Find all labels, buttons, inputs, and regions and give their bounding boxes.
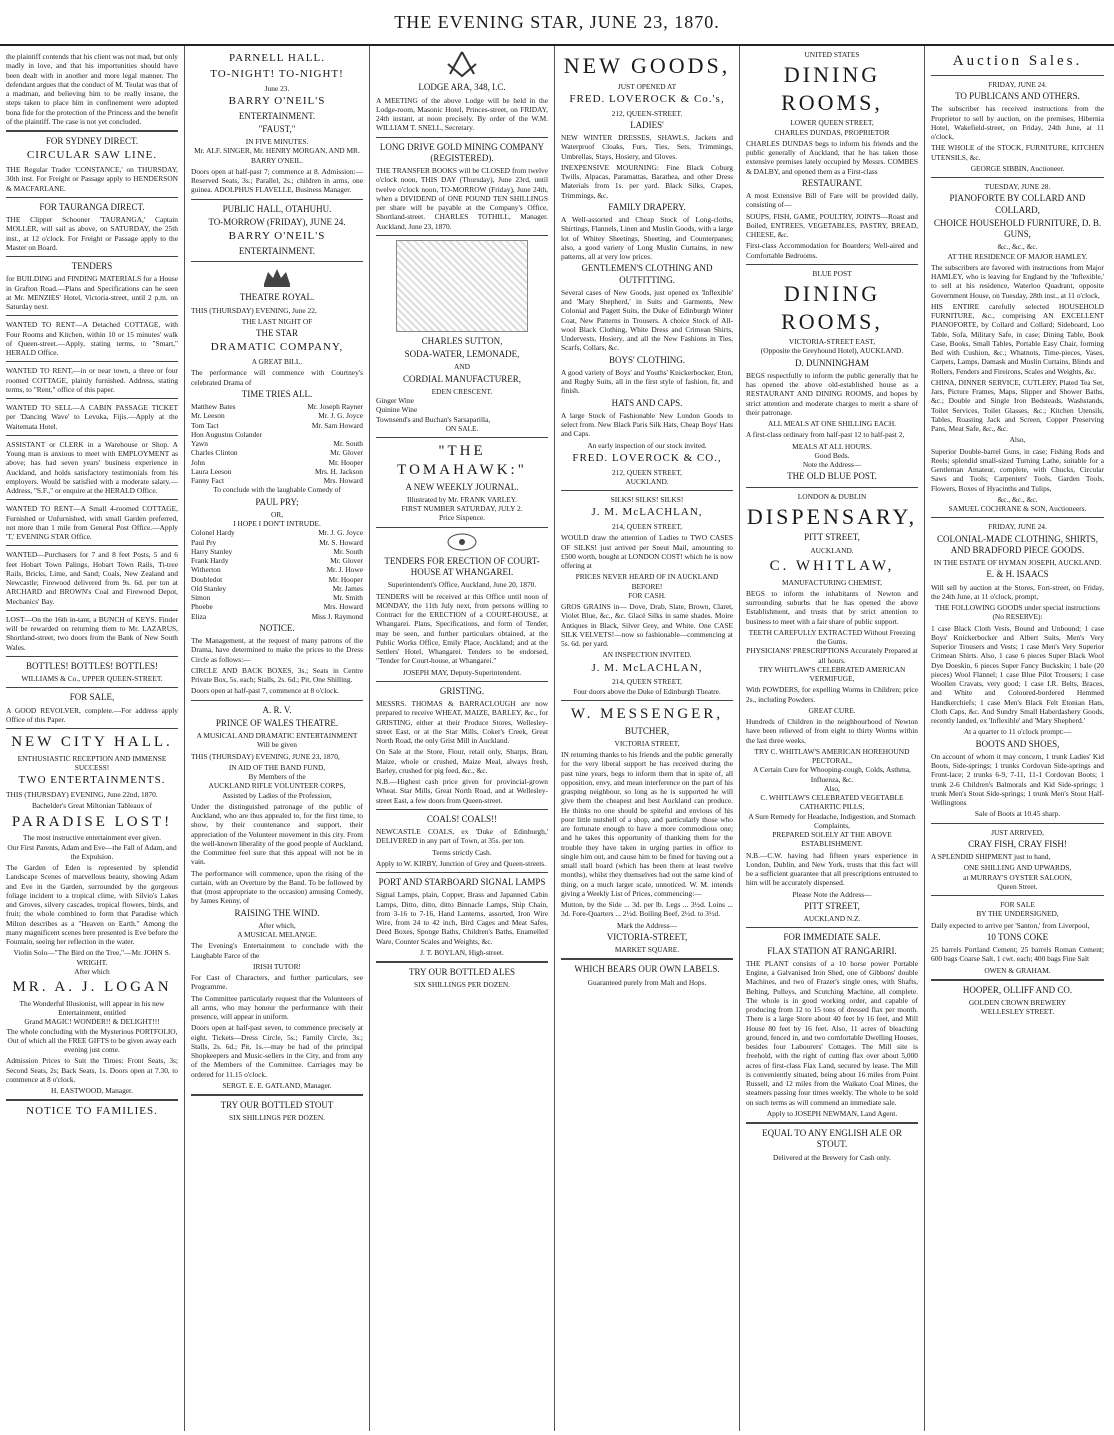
ad-text: THIS (THURSDAY) EVENING, JUNE 23, 1870,: [191, 751, 340, 761]
ad-text: H. EASTWOOD, Manager.: [51, 1086, 133, 1095]
cast-row: Hon Augustus Colander: [191, 429, 263, 439]
ad-heading: FOR SYDNEY DIRECT.: [45, 136, 139, 146]
footer-ad: SIX SHILLINGS PER DOZEN.: [413, 980, 511, 990]
ad-text: VICTORIA STREET,: [614, 738, 680, 748]
cast-list: [191, 402, 363, 485]
ad-text: AUCKLAND N.Z.: [803, 914, 861, 923]
ad-text: FIRST NUMBER SATURDAY, JULY 2.: [401, 504, 523, 513]
ad-text: A good variety of Boys' and Youths' Knickerbocker, Eton, and Rugby Suits, all in the first style of fashion, fit, and finish.: [561, 367, 733, 396]
ad-text: MARKET SQUARE.: [614, 945, 680, 954]
ad-text: Queen Street.: [997, 881, 1038, 891]
ad-text: The Committee particularly request that the Volunteers of all arms, who may honour the performance with their presence, will appear in uniform.: [191, 993, 363, 1021]
cast-row: Phoebe Mrs. Howard: [191, 602, 363, 612]
ad-text: At a quarter to 11 o'clock prompt:—: [963, 727, 1072, 737]
ad-text: at MURRAY'S OYSTER SALOON,: [963, 872, 1072, 882]
ad-heading: TO PUBLICANS AND OTHERS.: [955, 91, 1080, 101]
ad-heading: GENTLEMEN'S CLOTHING AND OUTFITTING.: [581, 263, 713, 285]
ad-text: THE TRANSFER BOOKS will be CLOSED from twelve o'clock noon, THIS DAY (Thursday), June 23rd, until twelve o'clock noon, TO-MORROW (Friday), June 24th, when a DIVIDEND of ONE POUND TEN SHILLINGS per share will be payable at the Company's Office, Shortland-street. CHARLES TOTHILL, Manager. Auckland, June 23, 1870.: [376, 166, 548, 231]
ad-text: ASSISTANT or CLERK in a Warehouse or Shop. A Young man is anxious to meet with EMPLOYMENT as above; has had seven years' business experience in Auckland, and holds satisfactory testimonials from his employers. Would be satisfied with a moderate salary.—Address, "S.F.," or enquire at the HERALD Office.: [6, 439, 178, 495]
cast-row: Frank Hardy Mr. Glover: [191, 556, 363, 565]
ad-heading: CORDIAL MANUFACTURER,: [402, 373, 521, 384]
ad-text: AUCKLAND RIFLE VOLUNTEER CORPS,: [208, 781, 346, 791]
ad-text: UNITED STATES: [804, 50, 860, 59]
ad-text: Mark the Address—: [617, 920, 677, 930]
ad-heading: J. M. McLACHLAN,: [591, 506, 703, 519]
ad-text: J. T. BOYLAN, High-street.: [420, 947, 504, 957]
cast-row: Mr. Leeson Mr. J. G. Joyce: [191, 411, 363, 421]
ad-text: Illustrated by Mr. FRANK VARLEY.: [406, 494, 518, 504]
ad-text: THIS (THURSDAY) EVENING, June 22nd, 1870.: [6, 790, 158, 799]
cast-row: Simon Mr. Smith: [191, 593, 363, 602]
royal-crest-icon: [191, 266, 363, 290]
ad-text: For Cast of Characters, and further particulars, see Programme.: [191, 973, 363, 992]
ad-heading: DRAMATIC COMPANY,: [210, 341, 344, 354]
ad-heading: FOR TAURANGA DIRECT.: [39, 201, 145, 212]
ad-text: Superior Double-barrel Guns, in case; Fishing Rods and Reels; splendid small-sized Turning Lathe, suitable for a Gentleman Amateur, complete, with Chucks, Circular Saws and Tools; Carpenters' Tools, Garden Tools, Flowers, Boxes of Hyacinths and Tulips,: [931, 446, 1104, 493]
ad-heading: PIANOFORTE BY COLLARD AND COLLARD,: [949, 193, 1086, 215]
ad-text: MEALS AT ALL HOURS.: [792, 441, 872, 451]
ad-text: Admission Prices to Suit the Times: Front Seats, 3s; Second Seats, 2s; Back Seats, 1s. Doors open at 7.30, to commence at 8 o'clock.: [6, 1056, 178, 1084]
ad-text: FRIDAY, JUNE 24.: [988, 79, 1047, 89]
ad-heading: BOYS' CLOTHING.: [608, 354, 686, 365]
ad-text: ONE SHILLING AND UPWARDS,: [963, 863, 1072, 873]
ad-text: Sale of Boots at 10.45 sharp.: [974, 809, 1061, 819]
ad-heading: LADIES': [630, 119, 664, 130]
crown-crest-icon: [376, 532, 548, 554]
cast-row: Fanny Fact Mrs. Howard: [191, 476, 363, 485]
ad-text: The Management, at the request of many patrons of the Drama, have determined to make the prices to the Dress Circle as follows:—: [191, 636, 363, 664]
ad-heading: HATS AND CAPS.: [611, 397, 683, 408]
ad-heading: TO-MORROW (FRIDAY), JUNE 24.: [208, 216, 346, 227]
ad-heading: ENTERTAINMENT.: [238, 245, 316, 256]
ad-text: WANTED TO RENT—A Small 4-roomed COTTAGE, Furnished or Unfurnished, with small Garden preferred, not more than 1 mile from General Post Office.—Apply 'T,' EVENING STAR Office.: [6, 504, 178, 541]
ad-text: TEETH CAREFULLY EXTRACTED Without Freezing the Gums.: [748, 627, 916, 646]
ad-heading: CHARLES SUTTON,: [421, 335, 503, 346]
ad-text: Violin Solo—"The Bird on the Tree,"—Mr. JOHN S. WRIGHT.: [13, 948, 171, 967]
ad-text: A MUSICAL AND DRAMATIC ENTERTAINMENT: [196, 731, 358, 740]
ad-heading: GRISTING.: [439, 685, 485, 696]
ad-text: WANTED TO SELL—A CABIN PASSAGE TICKET per 'Dancing Wave' to Levuka, Fijis.—Apply at the Waitemata Hotel.: [6, 403, 178, 431]
ad-text: Good Beds.: [814, 450, 850, 460]
ad-text: Also,: [1009, 435, 1026, 445]
ad-text: AN INSPECTION INVITED.: [602, 650, 692, 660]
ad-text: JUST OPENED AT: [617, 81, 677, 91]
column-6: [925, 46, 1110, 1431]
product-item: Townsend's and Buchan's Sarsaparilla,: [376, 414, 491, 424]
ad-text: First-class Accommodation for Boarders; Well-aired and Comfortable Bedrooms.: [746, 241, 918, 260]
ad-text: SOUPS, FISH, GAME, POULTRY, JOINTS—Roast and Boiled, ENTREES, VEGETABLES, PASTRY, BREAD, CHEESE, &c.: [746, 211, 918, 239]
ad-text: The subscriber has received instructions from the Proprietor to sell by auction, on the premises, Hibernia Hotel, Wakefield-street, on Friday, 24th June, at 11 o'clock,: [931, 104, 1104, 141]
ad-text: A GREAT BILL.: [251, 357, 303, 366]
ad-text: The whole concluding with the Mysterious PORTFOLIO, Out of which all the FREE GIFTS to be given away each evening just come.: [6, 1026, 178, 1054]
ad-text: A MEETING of the above Lodge will be held in the Lodge-room, Masonic Hotel, Princes-street, on FRIDAY, 24th instant, at noon precisely. By order of the W.M. WILLIAM T. SNELL, Secretary.: [376, 95, 548, 133]
ad-text: An early inspection of our stock invited.: [587, 440, 707, 450]
ad-text: THIS (THURSDAY) EVENING, June 22,: [191, 305, 317, 315]
ad-text: JUST ARRIVED,: [991, 827, 1044, 837]
cast-row: John Mr. Hooper: [191, 457, 363, 467]
ad-text: PREPARED SOLELY AT THE ABOVE ESTABLISHMENT.: [772, 830, 892, 849]
ad-text: PHYSICIANS' PRESCRIPTIONS Accurately Prepared at all hours.: [746, 646, 918, 665]
ad-text: ON SALE.: [445, 423, 479, 433]
cast-list: [191, 528, 363, 621]
ad-text: Bachelder's Great Miltonian Tableaux of: [31, 801, 153, 811]
ad-text: Superintendent's Office, Auckland, June 20, 1870.: [387, 580, 537, 590]
ad-heading: PUBLIC HALL, OTAHUHU.: [222, 203, 332, 214]
ad-text: &c., &c., &c.: [997, 494, 1038, 504]
ad-heading: A. R. V.: [262, 704, 292, 715]
ad-heading: C. WHITLAW,: [769, 557, 895, 574]
ad-text: LONDON & DUBLIN: [797, 491, 867, 501]
ad-text: On Sale at the Store, Flour, retail only, Sharps, Bran, Maize, whole or crushed, Maize Meal, always fresh, Barley, crushed for pig feed, &c., &c.: [376, 747, 548, 775]
ad-heading: TENDERS FOR ERECTION OF COURT-HOUSE AT WHANGAREI.: [384, 555, 540, 577]
ad-heading: FOR IMMEDIATE SALE.: [783, 932, 881, 943]
ad-text: WANTED TO RENT,—in or near town, a three or four roomed COTTAGE, plainly furnished. Address, stating terms, to "Rent," office of this paper.: [6, 366, 178, 394]
ad-text: Please Note the Address—: [792, 889, 872, 899]
ad-text: With POWDERS, for expelling Worms in Children; price 2s., including Powders.: [746, 685, 918, 704]
ad-text: 25 barrels Portland Cement; 25 barrels Roman Cement; 600 bags Coarse Salt, 1 cwt. each; 400 bags Fine Salt: [931, 945, 1104, 964]
ad-text: FRIDAY, JUNE 24.: [988, 522, 1047, 532]
ad-text: THE Regular Trader 'CONSTANCE,' on THURSDAY, 30th inst. For Freight or Passage apply to HENDERSON & MACFARLANE.: [6, 165, 178, 193]
ad-text: AND: [453, 362, 470, 372]
ad-text: The subscribers are favored with instructions from Major HAMLEY, who is leaving for England by the 'Inflexible,' to sell at his residence, Waterloo Quadrant, opposite Government House, on Tuesday, 28th inst., at 11 o'clock,: [931, 262, 1104, 300]
ad-text: Several cases of New Goods, just opened ex 'Inflexible' and 'Mary Shepherd,' in Suits and Garments, New Colonial and Pagett Suits, the Duke of Edinburgh Winter Coat, New Patterns in Trousers. A choice Stock of All-wool Black Clothing, White Dress and Crimean Shirts, Undervests, Hosiery, and all the New Fashions in Ties, Scarfs, Collars, &c.: [561, 287, 733, 353]
ad-text: IN AID OF THE BAND FUND,: [228, 762, 326, 772]
ad-text: SILKS! SILKS! SILKS!: [610, 495, 684, 504]
footer-ad: TRY OUR BOTTLED ALES: [409, 967, 515, 977]
ad-text: 214, QUEEN STREET,: [611, 522, 683, 531]
ad-heading: COALS! COALS!!: [426, 813, 498, 824]
ad-text: INEXPENSIVE MOURNING: Fine Black Coburg Twills, Alpacas, Paramattas, Barathea, and other Dress Materials from 1s. per yard. Black Silks, Crapes, Trimmings, &c.: [561, 162, 733, 200]
ad-heading: FAMILY DRAPERY.: [608, 201, 686, 212]
footer-ad: GOLDEN CROWN BREWERY: [968, 998, 1067, 1007]
ad-text: CIRCLE AND BACK BOXES, 3s.; Seats in Centre Private Box, 5s. each; Stalls, 2s. 6d.; Pit, One Shilling.: [191, 665, 363, 684]
footer-ad: NOTICE TO FAMILIES.: [26, 1105, 158, 1118]
ad-text: Under the distinguished patronage of the public of Auckland, who are thus appealed to, for the first time, to show, by their countenance and support, their appreciation of the Volunteer movement in this city. From the well-known liberality of the good people of Auckland, the Committee feel sure that this appeal will not be in vain.: [191, 801, 363, 867]
ad-heading: PITT STREET,: [804, 900, 860, 911]
cast-row: Laura Leeson Mrs. H. Jackson: [191, 466, 363, 476]
article-text: the plaintiff contends that his client was not mad, but only madly in love, and that his importunities should have been dealt with in another and more legal manner. The defendant argues that the conduct of M. Teulat was that of a madman, and believing him to be really insane, the steps taken to place him in confinement were adopted bona fide for the protection of the Princess and the benefit of the plaintiff. The case is not yet concluded.: [6, 52, 178, 126]
ad-heading: FOR SALE,: [69, 692, 115, 703]
ad-text: Signal Lamps, plain, Copper, Brass and Japanned Cabin Lamps, Ditto, ditto, ditto Binnacle Lamps, Ship Chain, from 3-16 to 7-16, Hand Lanterns, assorted, Iron Wire Wire, from 24 to 42 inch, Bird Cages and Meat Safes, Deed Boxes, Sponge Baths, Children's Baths, Enamelled Ware, Counter Scales and Weights, &c.: [376, 890, 548, 946]
ad-heading: TO-NIGHT! TO-NIGHT!: [210, 67, 344, 80]
column-4: [555, 46, 740, 1431]
ad-heading: DINING ROOMS,: [781, 281, 883, 334]
ad-text: Doors open at half-past seven, to commence precisely at eight. Tickets—Dress Circle, 5s.; Family Circle, 3s.; Stalls, 2s. 6d.; Pit, 1s.—may be had of the principal Shopkeepers and Music-sellers in the City, and from any of the Members of the Committee. Carriages may be ordered for 11.15 o'clock.: [191, 1023, 363, 1079]
footer-ad: SIX SHILLINGS PER DOZEN.: [228, 1113, 326, 1123]
column-2: [185, 46, 370, 1431]
ad-heading: CIRCULAR SAW LINE.: [26, 149, 158, 162]
ad-text: Also,: [824, 783, 840, 793]
ad-text: MANUFACTURING CHEMIST,: [782, 577, 882, 587]
column-3: [370, 46, 555, 1431]
ad-text: EDEN CRESCENT.: [431, 386, 493, 396]
ad-text: IRISH TUTOR!: [253, 961, 301, 971]
ad-text: Will sell by auction at the Stores, Fort-street, on Friday, the 24th June, at 11 o'clock, prompt,: [931, 582, 1104, 601]
ad-text: VICTORIA-STREET EAST,: [788, 337, 876, 346]
ad-text: 1 case Black Cloth Vests, Bound and Unbound; 1 case Boys' Knickerbocker and Albert Suits, Men's Very Superior Trousers and Vests; 1 case Men's Very Superior Crimean Shirts. Also, 1 case 6 pieces Super Black Wool Dye Doeskin, 6 pieces Super Fancy Buckskin; 1 bale (20 pieces) Wool Flannel; 1 case Blue Pilot Trousers; 1 case Woollen Cravats, very good; 1 case I.R. Belts, Braces, and White and Coloured-bordered Hemmed Handkerchiefs; 1 case Men's Black Felt Etonian Hats, Cloth Caps, &c. And Sundry Small Haberdashery Goods, recently landed, ex 'Inflexible' and 'Mary Shepherd.': [931, 623, 1104, 725]
ad-heading: PARADISE LOST!: [11, 813, 173, 830]
ad-text: Four doors above the Duke of Edinburgh Theatre.: [573, 686, 721, 696]
ad-text: Apply to W. KIRBY, Junction of Grey and Queen-streets.: [376, 858, 547, 868]
ad-text: PRICES NEVER HEARD OF IN AUCKLAND BEFORE!: [575, 572, 719, 591]
footer-ad: TRY OUR BOTTLED STOUT: [220, 1100, 334, 1110]
column-5: [740, 46, 925, 1431]
ad-text: HIS ENTIRE carefully selected HOUSEHOLD FURNITURE, &c., comprising AN EXCELLENT PIANOFORTE, by Collard and Collard; Sideboard, Loo Table, Sofa, Military Safe, in case; Dining Table, Book Case, Books, Small Tables, Portable Easy Chair, forming Bed with Cushion, &c.; Whatnots, Time-pieces, Vases, Carpets, Lamps, Damask and Muslin Curtains, Blinds and Rollers, Fenders and Fireirons, Scales and Weights, &c.: [931, 301, 1104, 376]
ad-heading: NOTICE.: [259, 622, 295, 633]
ad-text: The Evening's Entertainment to conclude with the Laughable Farce of the: [191, 941, 363, 960]
ad-text: MESSRS. THOMAS & BARRACLOUGH are now prepared to receive WHEAT, MAIZE, BARLEY, &c., for GRISTING, either at their Produce Stores, Wellesley-street East, or at the Star Mills, Coker's Creek, Great North Road, the only Grist Mill in Auckland.: [376, 699, 548, 745]
ad-text: TRY C. WHITLAW'S AMERICAN HOREHOUND PECTORAL,: [754, 746, 910, 765]
cast-row: Eliza Miss J. Raymond: [191, 611, 363, 621]
cast-row: Witherton Mr. J. Howe: [191, 565, 363, 575]
ad-text: N.B.—C.W. having had fifteen years experience in London, Dublin, and New York, trusts that this fact will be a sufficient guarantee that all prescriptions entrusted to him will be accurately dispensed.: [746, 850, 918, 888]
ad-text: THE FOLLOWING GOODS under special instructions (No RESERVE):: [935, 603, 1100, 622]
ad-text: SERGT. E. E. GATLAND, Manager.: [222, 1080, 332, 1090]
ad-text: IN FIVE MINUTES.: [245, 137, 309, 146]
ad-text: Apply to JOSEPH NEWMAN, Land Agent.: [766, 1108, 898, 1118]
ad-text: Doors open at half-past 7, commence at 8 o'clock.: [191, 686, 339, 696]
ad-heading: 10 TONS COKE: [986, 931, 1049, 942]
ad-text: AT THE RESIDENCE OF MAJOR HAMLEY.: [947, 251, 1088, 261]
ad-text: Price Sixpence.: [439, 513, 485, 523]
ad-heading: BARRY O'NEIL'S: [228, 230, 326, 242]
ad-text: 214, QUEEN STREET,: [611, 677, 683, 687]
cast-row: Old Stanley Mr. James: [191, 583, 363, 593]
masthead-title: THE EVENING STAR, JUNE 23, 1870.: [394, 11, 720, 32]
ad-text: 212, QUEEN STREET,: [611, 467, 683, 477]
ad-text: Hundreds of Children in the neighbourhood of Newton have been relieved of from eight to thirty Worms within the last three weeks.: [746, 717, 918, 745]
ad-heading: FLAX STATION AT RANGARIRI.: [767, 945, 897, 956]
ad-text: A large Stock of Fashionable New London Goods to select from. New Black Paris Silk Hats, Cheap Boys' Hats and Caps.: [561, 410, 733, 439]
ad-heading: TWO ENTERTAINMENTS.: [18, 774, 166, 787]
ad-heading: DINING ROOMS,: [781, 62, 883, 115]
ad-heading: COLONIAL-MADE CLOTHING, SHIRTS, AND BRADFORD PIECE GOODS.: [937, 533, 1098, 555]
ad-text: June 23.: [264, 83, 290, 93]
ad-text: &c., &c., &c.: [997, 242, 1038, 252]
ad-text: ENTHUSIASTIC RECEPTION AND IMMENSE SUCCESS!: [17, 753, 167, 772]
ad-heading: E. & H. ISAACS: [986, 569, 1049, 580]
ad-text: Will be given: [257, 740, 297, 750]
ad-heading: PARNELL HALL.: [229, 52, 325, 64]
ad-text: TUESDAY, JUNE 28.: [984, 182, 1051, 191]
ad-text: TENDERS will be received at this Office until noon of MONDAY, the 11th July next, from persons willing to Contract for the ERECTION of a COURT-HOUSE, at Whangarei. Plans, Specifications, and form of Tender, may be seen, and further particulars obtained, at the Public Works Office, Emily Place, Auckland; and at the Settlers' Hotel, Whangarei. Tenders to be endorsed, "Tender for Court-house, at Whangarei.": [376, 591, 548, 666]
cast-row: Yawn Mr. South: [191, 439, 363, 448]
ad-text: After which,: [258, 920, 296, 930]
ad-text: The Garden of Eden is represented by splendid Landscape Scenes of marvellous beauty, showing Adam and Eve in the Garden, surrounded by the gorgeous foliage incident to a tropical clime, with Silvio's Lakes and Groves, silvery cascades, tropical flowers, birds, and fruit; the whole combined to form that Paradise which Milton describes as a "Heaven on Earth." Among the many magnificent scenes here presented is Eve before the Fountain, seeing her reflection in the water.: [6, 863, 178, 946]
ad-text: A most Extensive Bill of Fare will be provided daily, consisting of—: [746, 191, 918, 210]
ad-heading: PITT STREET,: [804, 532, 860, 543]
footer-ad: EQUAL TO ANY ENGLISH ALE OR STOUT.: [762, 1128, 902, 1150]
product-item: Ginger Wine: [376, 396, 414, 405]
section-heading: Auction Sales.: [952, 53, 1083, 69]
ad-text: A Sure Remedy for Headache, Indigestion, and Stomach Complaints,: [748, 811, 916, 830]
cast-row: Doubledot Mr. Hooper: [191, 574, 363, 584]
ad-text: CHARLES DUNDAS begs to inform his friends and the public generally of Auckland, that he has taken those extensive premises lately occupied by Messrs. COMBES & DALBY, and opened them as a First-class: [746, 138, 918, 176]
ad-heading: J. M. McLACHLAN,: [591, 661, 703, 674]
footer-ad: WELLESLEY STREET.: [980, 1007, 1055, 1017]
ad-text: OWEN & GRAHAM.: [984, 965, 1051, 975]
ad-text: CHINA, DINNER SERVICE, CUTLERY, Plated Tea Set, Jars, Picture Frames, Maps, Slipper and Shower Baths, &c.; Double and Single Iron Bedsteads, Washstands, Toilet Services, Toilet Glasses, &c.; Kitchen Utensils, Tables, Roasting Jack and Screen, Copper Preserving Pans, Meat Safe, &c., &c.: [931, 377, 1104, 433]
ad-heading: LONG DRIVE GOLD MINING COMPANY (REGISTERED).: [379, 141, 545, 163]
ad-text: SAMUEL COCHRANE & SON, Auctioneers.: [948, 504, 1087, 513]
ad-text: for BUILDING and FINDING MATERIALS for a House in Grafton Road.—Plans and Specifications can be seen at Mr. MENZIES' Hotel, Victoria-street, until 2 p.m. on Saturday next.: [6, 274, 178, 311]
ad-text: TRY WHITLAW'S CELEBRATED AMERICAN VERMIFUGE,: [758, 664, 906, 683]
ad-text: ALL MEALS AT ONE SHILLING EACH.: [767, 419, 897, 428]
ad-text: OR,: [270, 509, 284, 519]
masonic-emblem-icon: [376, 50, 548, 80]
ad-heading: BUTCHER,: [624, 725, 670, 736]
ad-text: 212, QUEEN-STREET.: [611, 108, 683, 118]
ad-text: A MUSICAL MELANGE.: [237, 930, 317, 939]
ad-text: BEGS to inform the inhabitants of Newton and surrounding suburbs that he has opened the above Establishment, and trusts that by strict attention to business to meet with a fair share of public support.: [746, 588, 918, 626]
ad-heading: FRED. LOVEROCK & CO.,: [572, 451, 722, 464]
ad-text: WANTED TO RENT—A Detached COTTAGE, with Four Rooms and Kitchen, within 10 or 15 minutes' walk of Queen-street.—Apply, stating terms, to "Smart," HERALD Office.: [6, 320, 178, 357]
ad-text: THE PLANT consists of a 10 horse power Portable Engine, a Galvanised Iron Shed, one of Gibbons' double Machines, and two of Frazer's single ones, with Shafts, Belting, Pulleys, and Scutching Machine, all complete. The whole is in good working order, and capable of producing from 12 to 15 tons of dressed flax per month. There is a large Store about 40 feet by 16 feet, and Mill House 80 feet by 16 feet. Also, 11 acres of bleaching ground, fenced in, and two comfortable Dwelling Houses, besides four Labourers' Cottages. The Mill site is freehold, with the right of cutting flax over about 5,000 acres of first-class Flax Land, secured by lease. The Mill is conveniently situated, being about 16 miles from Point Russell, and 12 miles from the Waikato Coal Mines, the steamers passing four times weekly. The whole to be sold on such terms as will commend an immediate sale.: [746, 958, 918, 1107]
ad-text: Assisted by Ladies of the Profession,: [222, 790, 332, 800]
ad-text: Terms strictly Cash.: [432, 847, 492, 857]
cast-row: Charles Clinton Mr. Glover: [191, 448, 363, 458]
ad-heading: FRED. LOVEROCK & Co.'s,: [569, 92, 725, 105]
cast-row: Paul Pry Mr. S. Howard: [191, 537, 363, 547]
ad-text: LOST—On the 16th in-tant, a BUNCH of KEYS. Finder will be rewarded on returning them to Mr. LAZARUS, Shortland-street, two doors from the Bank of New South Wales.: [6, 614, 178, 652]
ad-text: FOR SALE: [1000, 900, 1035, 909]
ad-heading: PORT AND STARBOARD SIGNAL LAMPS: [378, 877, 546, 887]
ad-text: By Members of the: [248, 772, 306, 781]
ad-text: Mr. ALF. SINGER, Mr. HENRY MORGAN, AND MR. BARRY O'NEIL.: [194, 146, 360, 165]
ad-heading: NEW GOODS,: [563, 53, 731, 78]
ad-heading: "FAUST,": [258, 123, 296, 134]
ad-heading: BOOTS AND SHOES,: [975, 738, 1060, 749]
ad-text: GREAT CURE.: [808, 705, 856, 715]
ad-text: LOWER QUEEN STREET,: [790, 118, 874, 128]
column-1: [0, 46, 185, 1431]
ad-text: A GOOD REVOLVER, complete.—For address apply Office of this Paper.: [6, 705, 178, 724]
ad-heading: RESTAURANT.: [801, 177, 863, 188]
ad-text: Daily expected to arrive per 'Santon,' from Liverpool,: [931, 920, 1090, 930]
ad-heading: PRINCE OF WALES THEATRE.: [215, 717, 339, 728]
ad-heading: MR. A. J. LOGAN: [12, 979, 172, 995]
ad-heading: BARRY O'NEIL'S: [228, 94, 326, 107]
ad-text: NEWCASTLE COALS, ex 'Duke of Edinburgh,' DELIVERED in any part of Town, at 35s. per ton.: [376, 827, 548, 846]
cast-row: Harry Stanley Mr. South: [191, 546, 363, 556]
newspaper-page: [0, 46, 1114, 1431]
ad-text: NEW WINTER DRESSES, SHAWLS, Jackets and Waterproof Cloaks, Furs, Ties, Sets, Trimmings, Umbrellas, Stays, Hosiery, and Gloves.: [561, 133, 733, 161]
footer-ad: HOOPER, OLLIFF AND CO.: [962, 984, 1073, 995]
ad-text: THE LAST NIGHT OF: [241, 316, 313, 326]
ad-heading: ENTERTAINMENT.: [238, 110, 316, 121]
ad-text: AUCKLAND.: [810, 545, 854, 555]
ad-text: THE Clipper Schooner 'TAURANGA,' Captain MOLLER, will sail as above, on SATURDAY, the 25th inst., at 12 o'clock. For Freight or Passage apply to the Master on Board.: [6, 215, 178, 252]
cast-row: Matthew Bates Mr. Joseph Rayner: [191, 402, 363, 411]
ad-text: Note the Address—: [802, 460, 862, 469]
ad-text: THE WHOLE of the STOCK, FURNITURE, KITCHEN UTENSILS, &c.: [931, 143, 1104, 162]
ad-text: The most instructive entertainment ever given.: [23, 833, 161, 843]
ad-text: After which: [74, 966, 110, 976]
ad-heading: NEW CITY HALL.: [11, 734, 173, 750]
ad-text: Our First Parents, Adam and Eve—the Fall of Adam, and the Expulsion.: [7, 842, 177, 861]
masthead: [0, 0, 1114, 46]
ad-text: A Well-assorted and Cheap Stock of Long-cloths, Shirtings, Flannels, Linen and Muslin Goods, with a large lot of Whitey Sheetings, Sheeting, and Counterpanes; also, a good variety of Long Muslin Curtains, in new patterns, all at very low prices.: [561, 215, 733, 261]
ad-text: CHARLES DUNDAS, PROPRIETOR: [774, 127, 890, 137]
ad-heading: VICTORIA-STREET,: [606, 931, 688, 942]
footer-ad: Delivered at the Brewery for Cash only.: [773, 1152, 891, 1162]
ad-heading: BOTTLES! BOTTLES! BOTTLES!: [26, 660, 158, 671]
ad-text: IN returning thanks to his friends and the public generally for the very liberal support he has received during the past nine years, begs to inform them that in spite of, all opposition, envy, and mean interference on the part of his grasping neighbour, so long as he is supported he will give them the cheapest and best Auckland can produce. He thinks no one should be spiteful and envious of his poor little nutshell of a shop, and particularly those who are fortunate enough to have a more commodious one; and he takes this opportunity of thanking them for the trouble they have taken in urging parties in office to single him out, and cause him to be fined for having out a small stall board (which has been there at least twelve months), whilst they themselves had out the same kind of thing, on a much larger scale, unnoticed. W. M. intends giving a Weekly List of Prices, commencing:—: [561, 750, 733, 898]
ad-text: On account of whom it may concern, 1 trunk Ladies' Kid Boots, Side-springs; 1 trunks Cordovan Side-springs and Front-lace; 2 trunks 6-9, 7-11, 11-1 Cordovan Boots; 1 trunk 2-6 Children's Balmorals and Kid Side-springs; 1 trunk Men's Stout Side-springs; 1 trunk Men's Stout Half-Wellingtons: [931, 751, 1104, 807]
footer-ad: WHICH BEARS OUR OWN LABELS.: [574, 964, 720, 975]
cast-row: Tom Tact Mr. Sam Howard: [191, 420, 363, 430]
product-item: Quinine Wine: [376, 405, 418, 415]
cast-row: Colonel Hardy Mr. J. G. Joyce: [191, 528, 363, 538]
ad-text: N.B.—Highest cash price given for provincial-grown Wheat. Star Mills, Great North Road, and at Wellesley-street East, a few doors from Queen-street.: [376, 777, 548, 805]
ad-text: WOULD draw the attention of Ladies to TWO CASES OF SILKS! just arrived per Sneut Mail, amounting to £500 worth, bought at LONDON COST! which he is now offering at: [561, 533, 733, 570]
ad-text: The performance will commence, upon the rising of the curtain, with an Overture by the Band. To be followed by that (most appropriate to the occasion) amusing Comedy, by James Kenny, of: [191, 868, 363, 906]
ad-text: BY THE UNDERSIGNED,: [976, 909, 1059, 919]
ad-text: C. WHITLAW'S CELEBRATED VEGETABLE CATHARTIC PILLS,: [760, 793, 904, 812]
ad-text: BLUE POST: [812, 268, 852, 278]
ad-text: Mutton, by the Side ... 3d. per lb. Legs ... 3½d. Loins ... 3d. Fore-Quarters ... 2½d. Boiling Beef, 2½d. to 3½d.: [561, 900, 733, 919]
ad-heading: TENDERS: [71, 261, 113, 271]
ad-heading: RAISING THE WIND.: [234, 907, 320, 918]
ad-text: GEORGE SIBBIN, Auctioneer.: [970, 163, 1065, 173]
ad-text: Doors open at half-past 7; commence at 8. Admission:—Reserved Seats, 3s.; Parallel, 2s.; children in arms, one guinea. ADOLPHUS FLAVELLE, Business Manager.: [191, 166, 363, 195]
ad-heading: W. MESSENGER,: [570, 705, 724, 722]
ad-heading: LODGE ARA, 348, I.C.: [418, 82, 506, 93]
ad-text: FOR CASH.: [628, 590, 666, 600]
ad-text: A first-class ordinary from half-past 12 to half-past 2,: [746, 430, 905, 440]
ad-heading: THE OLD BLUE POST.: [787, 471, 877, 482]
ad-text: (Opposite the Greyhound Hotel), AUCKLAND.: [760, 346, 904, 356]
ad-text: A Certain Cure for Whooping-cough, Colds, Asthma, Influenza, &c.: [753, 765, 911, 784]
footer-ad: Guaranteed purely from Malt and Hops.: [587, 977, 707, 987]
ad-heading: THE STAR: [255, 328, 299, 338]
ad-heading: A NEW WEEKLY JOURNAL.: [405, 481, 519, 492]
ad-text: The Wonderful Illusionist, will appear in his new Entertainment, entitled: [19, 998, 165, 1017]
ad-heading: D. DUNNINGHAM: [795, 357, 869, 368]
ad-heading: TIME TRIES ALL.: [241, 388, 313, 399]
ad-text: GROS GRAINS in— Dove, Drab, Slate, Brown, Claret, Violet Blue, &c., &c. Glacé Silks in same shades. Moire Antiques in Black, Silver Grey, and White. One CASE SILK VELVETS!—now so fashionable—commencing at 5s. 6d. per yard.: [561, 602, 733, 648]
ad-heading: THEATRE ROYAL.: [239, 292, 315, 303]
ad-text: AUCKLAND.: [625, 476, 669, 486]
ad-text: BEGS respectfully to inform the public generally that he has opened the above old-established house as a RESTAURANT AND DINING ROOMS, and hopes by strict attention and moderate charges to merit a share of their patronage.: [746, 370, 918, 417]
soda-machine-illustration: [396, 240, 528, 332]
ad-text: Grand MAGIC! WONDER!! & DELIGHT!!!: [24, 1017, 160, 1027]
ad-text: The performance will commence with Courtney's celebrated Drama of: [191, 368, 363, 387]
ad-text: WILLIAMS & Co., UPPER QUEEN-STREET.: [21, 674, 163, 683]
ad-heading: "THE TOMAHAWK:": [397, 443, 527, 478]
ad-heading: PAUL PRY;: [255, 496, 299, 507]
ad-heading: CHOICE HOUSEHOLD FURNITURE, D. B. GUNS,: [933, 217, 1102, 239]
ad-heading: DISPENSARY,: [746, 503, 918, 529]
ad-text: A SPLENDID SHIPMENT just to hand,: [931, 852, 1051, 861]
ad-text: To conclude with the laughable Comedy of: [213, 485, 341, 495]
ad-text: IN THE ESTATE OF HYMAN JOSEPH, AUCKLAND.: [933, 558, 1102, 567]
ad-text: JOSEPH MAY, Deputy-Superintendent.: [402, 667, 522, 677]
ad-text: WANTED—Purchasers for 7 and 8 feet Posts, 5 and 6 feet Hobart Town Palings, Hobart Town Rails, Ti-tree Rails, Bricks, Lime, and Sand; Coals, New Zealand and Newcastle; Firewood delivered from 9s. 6d. per ton at ARCHARD and BROWN's Coal and Firewood Depot, Mechanics' Bay.: [6, 550, 178, 606]
ad-heading: CRAY FISH, CRAY FISH!: [968, 838, 1067, 849]
ad-heading: SODA-WATER, LEMONADE,: [404, 349, 520, 359]
ad-text: I HOPE I DON'T INTRUDE.: [233, 519, 321, 528]
